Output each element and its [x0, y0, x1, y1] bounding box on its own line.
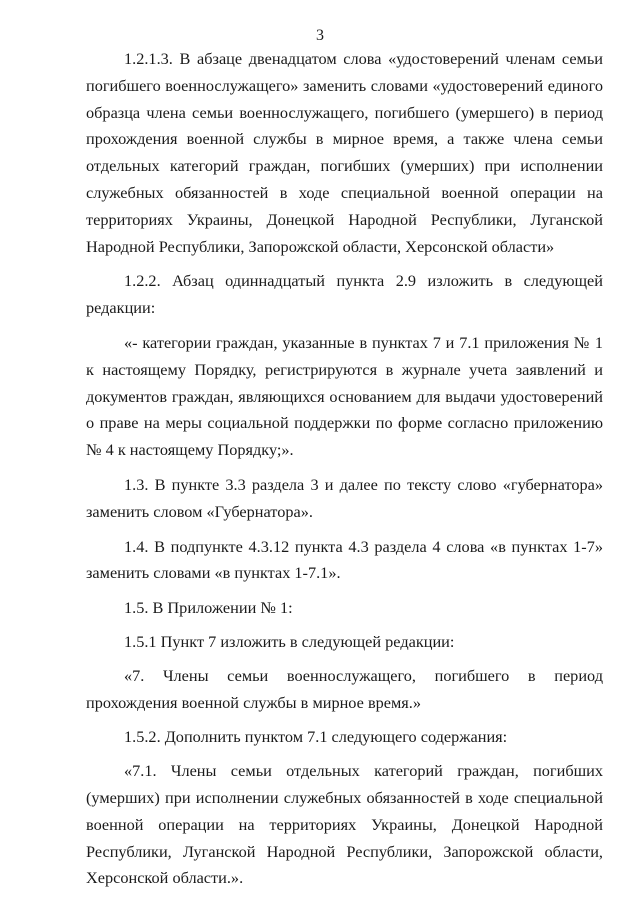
paragraph-1-2-2: 1.2.2. Абзац одиннадцатый пункта 2.9 изложить в следующей редакции:	[86, 271, 603, 318]
page-number: 3	[316, 27, 324, 44]
paragraph-1-5: 1.5. В Приложении № 1:	[124, 598, 293, 618]
paragraph-1-4: 1.4. В подпункте 4.3.12 пункта 4.3 раздела 4 слова «в пунктах 1-7» заменить словами «в пунктах 1-7.1».	[86, 536, 603, 583]
paragraph-1-5-1: 1.5.1 Пункт 7 изложить в следующей редакции:	[124, 631, 455, 651]
document-body	[86, 46, 603, 900]
paragraph-quote-categories: «- категории граждан, указанные в пунктах 7 и 7.1 приложения № 1 к настоящему Порядку, регистрируются в журнале учета заявлений и документов граждан, являющихся основанием для выдачи удостоверений о праве на меры социальной поддержки по форме согласно приложению № 4 к настоящему Порядку;».	[86, 332, 603, 460]
paragraph-1-5-2: 1.5.2. Дополнить пунктом 7.1 следующего содержания:	[124, 727, 508, 747]
paragraph-1-3: 1.3. В пункте 3.3 раздела 3 и далее по тексту слово «губернатора» заменить словом «Губернатора».	[86, 474, 603, 521]
paragraph-quote-7-1: «7.1. Члены семьи отдельных категорий граждан, погибших (умерших) при исполнении служебных обязанностей в ходе специальной военной операции на территориях Украины, Донецкой Народной Республики, Луганской Народной Республики, Запорожской области, Херсонской области.».	[86, 761, 603, 888]
paragraph-1-2-1-3: 1.2.1.3. В абзаце двенадцатом слова «удостоверений членам семьи погибшего военнослужащего» заменить словами «удостоверений единого образца члена семьи военнослужащего, погибшего (умершего) в период прохождения военной службы в мирное время, а также члена семьи отдельных категорий граждан, погибших (умерших) при исполнении служебных обязанностей в ходе специальной военной операции на территориях Украины, Донецкой Народной Республики, Луганской Народной Республики, Запорожской области, Херсонской области»	[86, 49, 603, 256]
paragraph-quote-7: «7. Члены семьи военнослужащего, погибшего в период прохождения военной службы в мирное время.»	[86, 665, 603, 712]
